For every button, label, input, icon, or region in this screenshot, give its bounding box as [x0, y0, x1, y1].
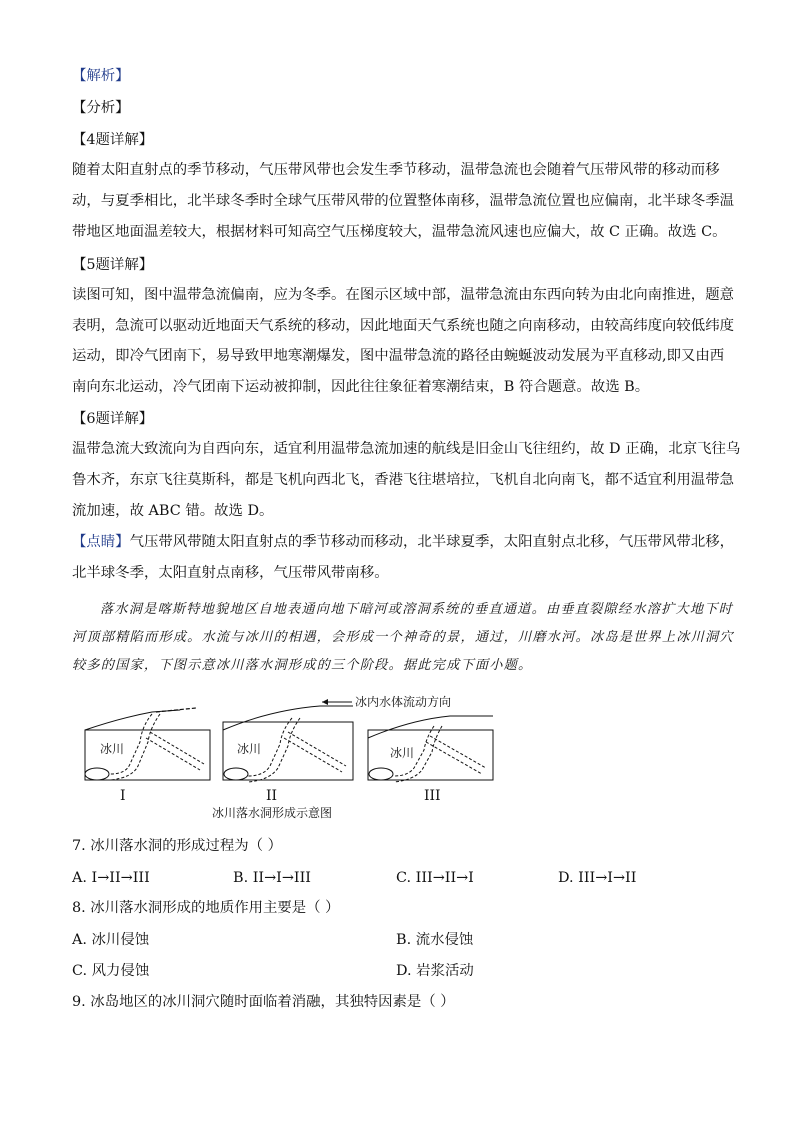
- cave-opening: [369, 768, 393, 780]
- question-7-option-a[interactable]: A. I→II→III: [72, 870, 150, 886]
- q6-line: 鲁木齐，东京飞往莫斯科，都是飞机向西北飞，香港飞往堪培拉，飞机自北向南飞，都不适宜利用温带急: [72, 472, 734, 488]
- glacier-moulin-diagram: [70, 690, 500, 825]
- stage-label-ii: II: [266, 788, 278, 804]
- question-7-option-b[interactable]: B. II→I→III: [233, 870, 311, 886]
- surface-channel: [156, 708, 196, 712]
- diagram-caption: 冰川落水洞形成示意图: [212, 806, 333, 820]
- material-line: 落水洞是喀斯特地貌地区自地表通向地下暗河或溶洞系统的垂直通道。由垂直裂隙经水溶扩大地下时: [100, 602, 734, 617]
- stage-label-iii: III: [424, 788, 441, 804]
- material-line: 河顶部精陷而形成。水流与冰川的相遇，会形成一个神奇的景，通过，川磨水河。冰岛是世界上冰川洞穴: [72, 630, 734, 645]
- question-8-option-c[interactable]: C. 风力侵蚀: [72, 963, 150, 979]
- cave-opening: [224, 768, 248, 780]
- q5-line: 运动，即冷气团南下，易导致甲地寒潮爆发，图中温带急流的路径由蜿蜒波动发展为平直移动,即又由西: [72, 348, 725, 364]
- glacier-label: 冰川: [237, 742, 262, 756]
- crevasse: [430, 736, 486, 768]
- glacier-label: 冰川: [100, 742, 125, 756]
- q5-line: 表明，急流可以驱动近地面天气系统的移动，因此地面天气系统也随之向南移动，由较高纬度向较低纬度: [72, 318, 734, 334]
- q6-line: 流加速，故 ABC 错。故选 D。: [72, 503, 274, 519]
- tip-line-1: [72, 532, 734, 552]
- glacier-label: 冰川: [390, 746, 415, 760]
- q5-line: 南向东北运动，冷气团南下运动被抑制，因此往往象征着寒潮结束，B 符合题意。故选 B。: [72, 379, 650, 395]
- question-7-option-c[interactable]: C. III→II→I: [396, 870, 474, 886]
- stage-label-i: I: [120, 788, 126, 804]
- q5-line: 读图可知，图中温带急流偏南，应为冬季。在图示区域中部，温带急流由东西向转为由北向南推进，题意: [72, 287, 734, 303]
- q6-line: 温带急流大致流向为自西向东，适宜利用温带急流加速的航线是旧金山飞往纽约，故 D 正确，北京飞往乌: [72, 441, 741, 457]
- tip-tag: 【点睛】: [72, 534, 130, 550]
- stage-i-panel: [85, 708, 210, 780]
- crevasse: [288, 732, 346, 766]
- question-8-option-a[interactable]: A. 冰川侵蚀: [72, 932, 150, 948]
- q4-line: 动，与夏季相比，北半球冬季时全球气压带风带的位置整体南移，温带急流位置也应偏南，北半球冬季温: [72, 193, 734, 209]
- crevasse: [146, 738, 200, 770]
- stage-ii-panel: [223, 706, 353, 782]
- ice-surface: [368, 716, 493, 738]
- tip-line-2: 北半球冬季，太阳直射点南移，气压带风带南移。: [72, 565, 389, 581]
- ice-surface: [85, 710, 180, 730]
- q4-tag: 【4题详解】: [72, 132, 154, 148]
- question-8-stem: 8. 冰川落水洞形成的地质作用主要是（ ）: [72, 900, 340, 916]
- question-8-option-d[interactable]: D. 岩浆活动: [396, 963, 474, 979]
- flow-arrow-head: [322, 699, 328, 705]
- crevasse: [426, 742, 482, 774]
- question-7-stem: 7. 冰川落水洞的形成过程为（ ）: [72, 838, 282, 854]
- q4-line: 随着太阳直射点的季节移动，气压带风带也会发生季节移动，温带急流也会随着气压带风带的移动而移: [72, 162, 720, 178]
- crevasse: [150, 732, 204, 764]
- material-line: 较多的国家，下图示意冰川落水洞形成的三个阶段。据此完成下面小题。: [72, 658, 533, 673]
- question-9-stem: 9. 冰岛地区的冰川洞穴随时面临着消融，其独特因素是（ ）: [72, 994, 455, 1010]
- ice-surface: [223, 706, 353, 730]
- cave-opening: [85, 768, 109, 780]
- q5-tag: 【5题详解】: [72, 257, 154, 273]
- question-8-option-b[interactable]: B. 流水侵蚀: [396, 932, 474, 948]
- stage-iii-panel: [368, 716, 493, 782]
- q4-line: 带地区地面温差较大，根据材料可知高空气压梯度较大，温带急流风速也应偏大，故 C 正确。故选 C。: [72, 224, 727, 240]
- crevasse: [284, 738, 342, 772]
- q6-tag: 【6题详解】: [72, 411, 154, 427]
- analysis-header: 【解析】: [72, 68, 130, 84]
- analysis-tag: 【分析】: [72, 100, 130, 116]
- tip-text: 气压带风带随太阳直射点的季节移动而移动，北半球夏季，太阳直射点北移，气压带风带北移，: [129, 534, 734, 550]
- flow-label: 冰内水体流动方向: [355, 695, 452, 709]
- question-7-option-d[interactable]: D. III→I→II: [558, 870, 637, 886]
